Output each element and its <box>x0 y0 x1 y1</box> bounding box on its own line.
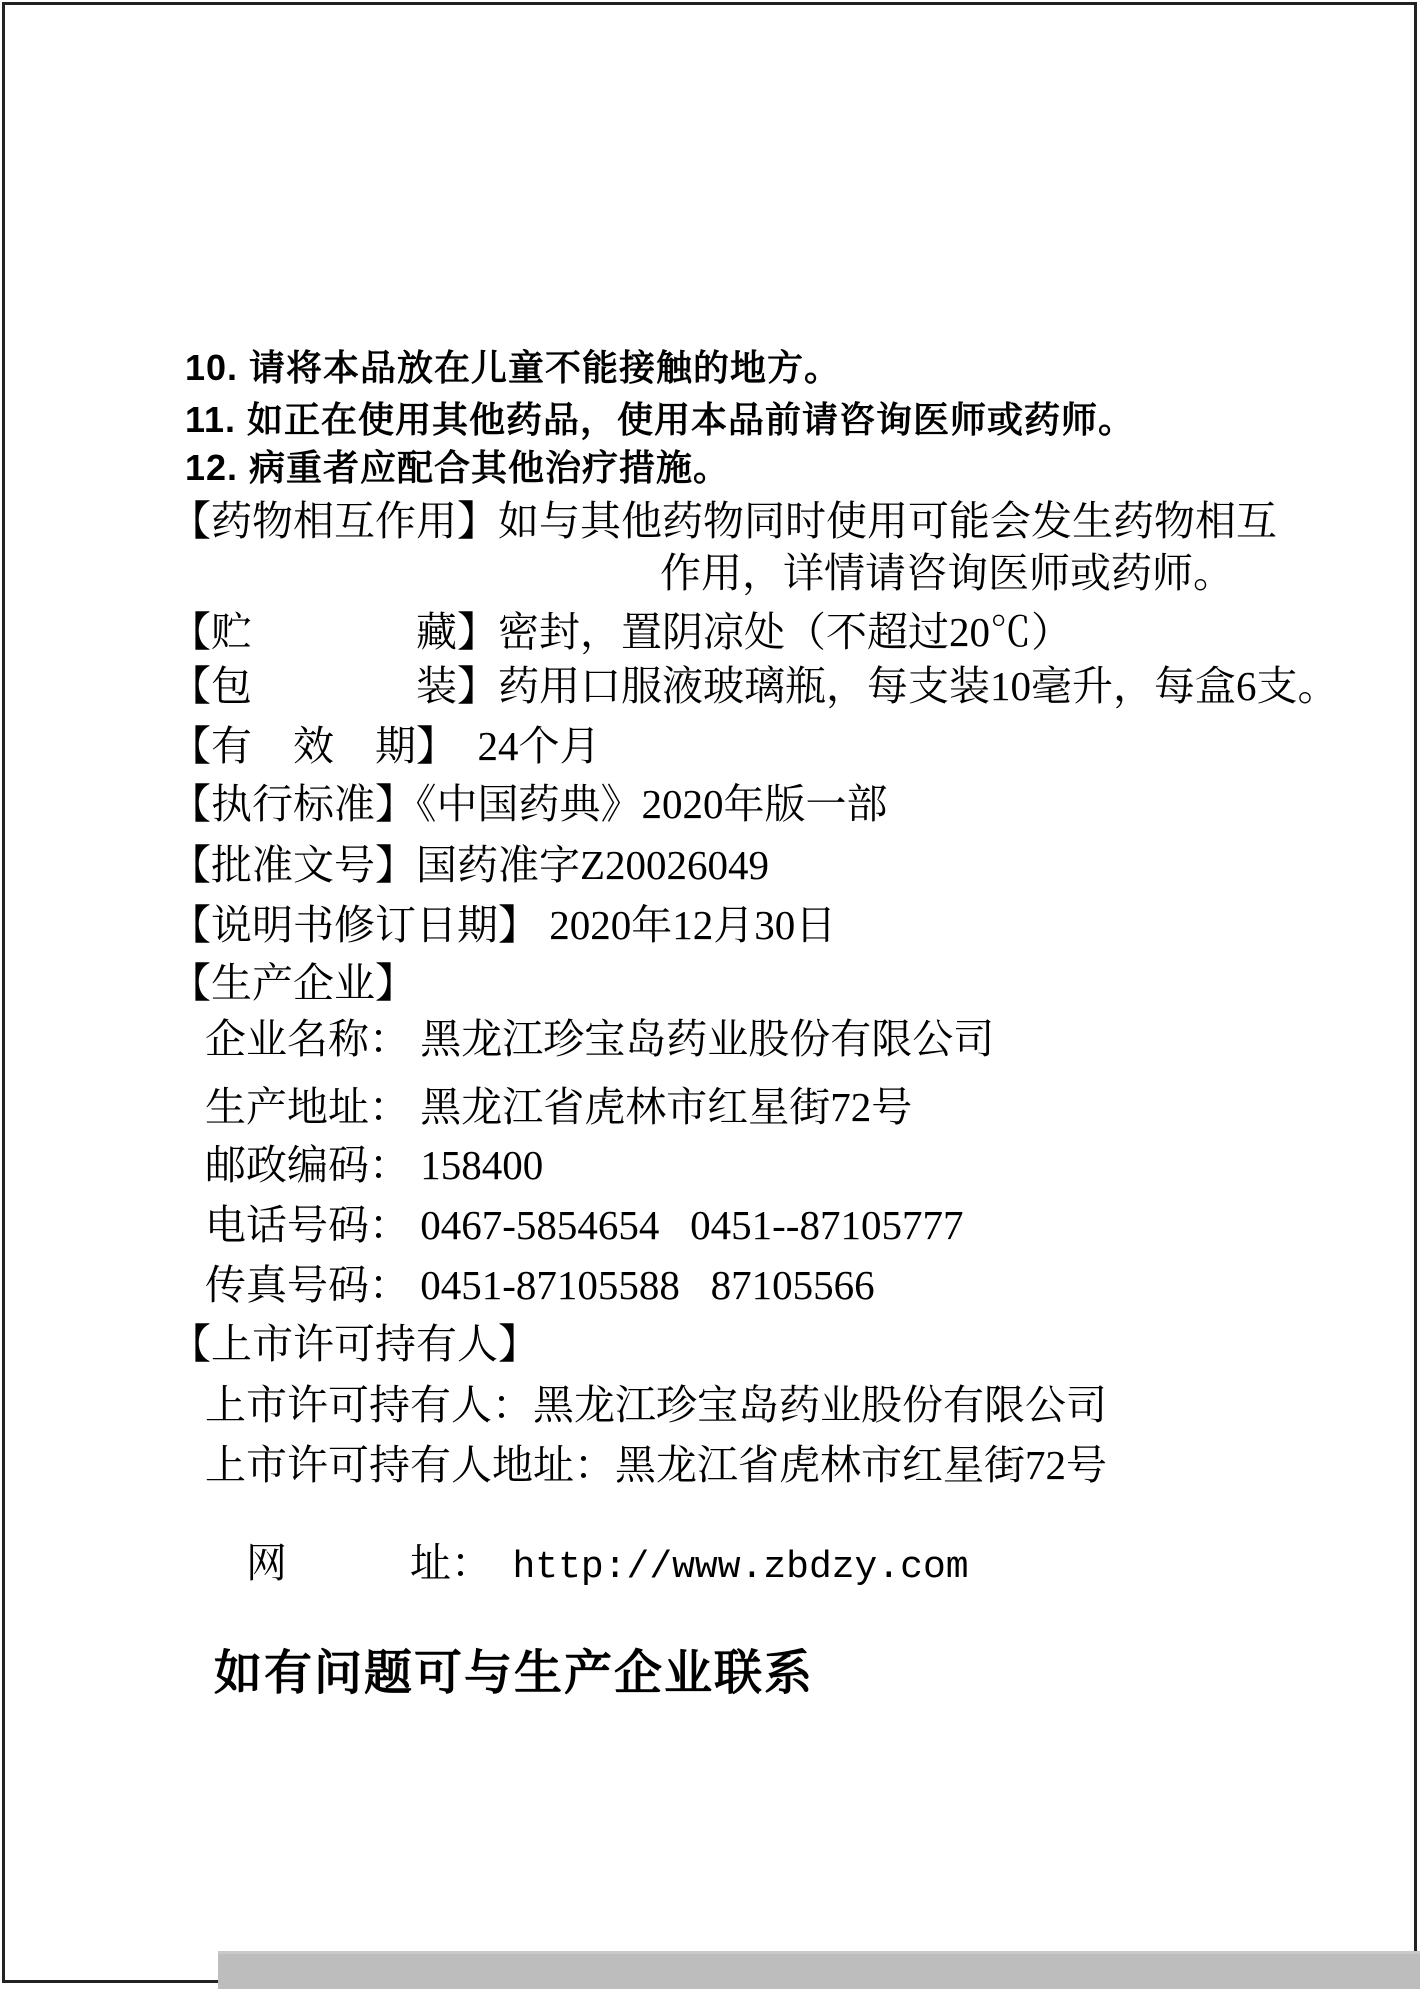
precaution-item-10: 10. 请将本品放在儿童不能接触的地方。 <box>185 347 842 388</box>
execution-standard-line: 【执行标准】《中国药典》2020年版一部 <box>170 781 888 827</box>
revision-date-line: 【说明书修订日期】 2020年12月30日 <box>170 902 837 948</box>
manufacturer-section-header: 【生产企业】 <box>170 960 416 1006</box>
license-holder-name-line: 上市许可持有人：黑龙江珍宝岛药业股份有限公司 <box>205 1382 1107 1428</box>
website-label: 网 址： <box>246 1540 513 1586</box>
company-name-line: 企业名称： 黑龙江珍宝岛药业股份有限公司 <box>205 1016 995 1062</box>
contact-note-heading: 如有问题可与生产企业联系 <box>214 1647 815 1700</box>
drug-interaction-line1: 【药物相互作用】如与其他药物同时使用可能会发生药物相互 <box>170 498 1277 544</box>
storage-line: 【贮 藏】密封，置阴凉处（不超过20℃） <box>170 609 1072 655</box>
license-holder-section-header: 【上市许可持有人】 <box>170 1321 539 1367</box>
precaution-item-11: 11. 如正在使用其他药品，使用本品前请咨询医师或药师。 <box>185 399 1136 440</box>
website-line <box>205 1502 969 1628</box>
zip-code-line: 邮政编码： 158400 <box>205 1142 544 1188</box>
phone-number-line: 电话号码： 0467-5854654 0451--87105777 <box>205 1202 964 1248</box>
production-address-line: 生产地址： 黑龙江省虎林市红星街72号 <box>205 1084 913 1130</box>
validity-period-line: 【有 效 期】 24个月 <box>170 723 601 769</box>
bottom-gray-bar <box>218 1951 1420 1989</box>
fax-number-line: 传真号码： 0451-87105588 87105566 <box>205 1262 875 1308</box>
approval-number-line: 【批准文号】国药准字Z20026049 <box>170 842 770 888</box>
drug-interaction-line2: 作用，详情请咨询医师或药师。 <box>660 550 1234 596</box>
license-holder-address-line: 上市许可持有人地址：黑龙江省虎林市红星街72号 <box>205 1442 1107 1488</box>
website-url: http://www.zbdzy.com <box>512 1546 969 1589</box>
packaging-line: 【包 装】药用口服液玻璃瓶，每支装10毫升，每盒6支。 <box>170 663 1339 709</box>
precaution-item-12: 12. 病重者应配合其他治疗措施。 <box>185 447 731 488</box>
